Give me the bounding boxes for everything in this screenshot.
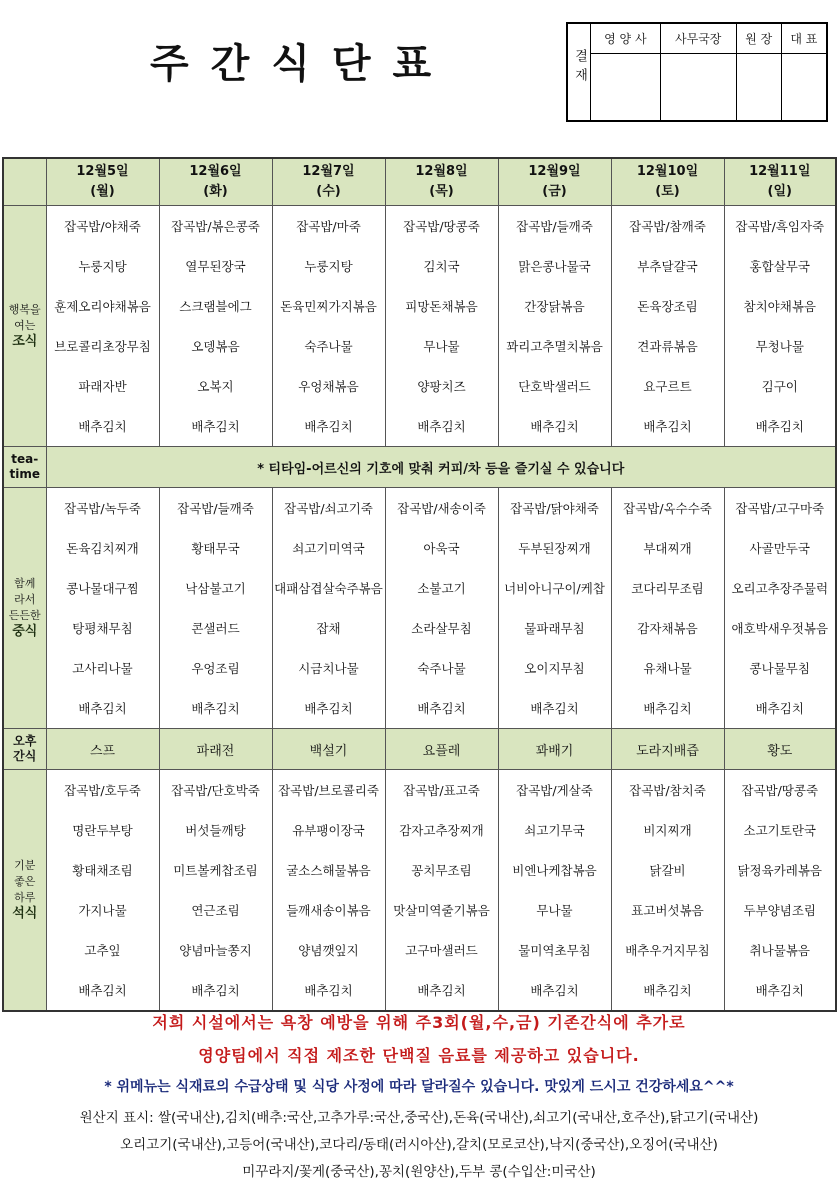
approval-label: 결재 [567,23,591,121]
menu-item: 표고버섯볶음 [611,890,724,930]
weekday-label: (금) [542,184,567,199]
menu-item: 열무된장국 [159,246,272,286]
menu-item: 잡곡밥/닭야채죽 [498,488,611,529]
date-label: 12월8일 [415,164,468,179]
menu-item: 오이지무침 [498,648,611,688]
menu-item: 물미역초무침 [498,930,611,970]
menu-item: 닭정육카레볶음 [724,850,836,890]
menu-item: 김구이 [724,366,836,406]
menu-item: 배추김치 [724,406,836,447]
teatime-label-line: tea- [11,452,39,466]
teatime-label-line: time [9,467,40,481]
approval-box [566,22,828,122]
menu-item: 우엉채볶음 [272,366,385,406]
menu-item: 미트볼케찹조림 [159,850,272,890]
menu-item: 양념마늘쫑지 [159,930,272,970]
menu-item: 물파래무침 [498,608,611,648]
menu-item: 배추김치 [611,970,724,1011]
notice-protein-drink-1: 저희 시설에서는 욕창 예방을 위해 주3회(월,수,금) 기존간식에 추가로 [152,1013,686,1032]
menu-item: 잡곡밥/참깨죽 [611,206,724,247]
dinner-label [3,770,46,1012]
date-header-row [3,158,836,206]
menu-item: 숙주나물 [272,326,385,366]
menu-item: 비지찌개 [611,810,724,850]
menu-item: 홍합살무국 [724,246,836,286]
menu-item: 잡곡밥/야채죽 [46,206,159,247]
menu-item: 탕평채무침 [46,608,159,648]
date-label: 12월11일 [749,164,811,179]
menu-item: 배추김치 [385,688,498,729]
snack-row [3,729,836,770]
notice-protein-drink-2: 영양팀에서 직접 제조한 단백질 음료를 제공하고 있습니다. [198,1046,640,1065]
menu-item: 배추김치 [272,406,385,447]
menu-item: 잡곡밥/옥수수죽 [611,488,724,529]
menu-item: 양팡치즈 [385,366,498,406]
menu-item: 배추김치 [272,970,385,1011]
menu-item: 유부팽이장국 [272,810,385,850]
menu-item: 배추김치 [272,688,385,729]
weekday-label: (화) [203,184,228,199]
menu-item: 오뎅볶음 [159,326,272,366]
menu-item: 비엔나케찹볶음 [498,850,611,890]
menu-item: 들깨새송이볶음 [272,890,385,930]
menu-item: 잡곡밥/새송이죽 [385,488,498,529]
teatime-row [3,447,836,488]
lunch-label [3,488,46,729]
menu-item: 아욱국 [385,528,498,568]
teatime-text: * 티타임-어르신의 기호에 맞춰 커피/차 등을 즐기실 수 있습니다 [46,447,836,488]
menu-item: 감자채볶음 [611,608,724,648]
menu-item: 너비아니구이/케찹 [498,568,611,608]
dinner-row [3,770,836,811]
menu-item: 브로콜리초장무침 [46,326,159,366]
date-label: 12월7일 [302,164,355,179]
menu-item: 무청나물 [724,326,836,366]
menu-item: 참치야채볶음 [724,286,836,326]
menu-item: 부대찌개 [611,528,724,568]
menu-item: 배추김치 [498,970,611,1011]
menu-item: 사골만두국 [724,528,836,568]
meal-label-bold: 조식 [12,334,38,349]
notice-menu-change: * 위메뉴는 식재료의 수급상태 및 식당 사정에 따라 달라질수 있습니다. 맛있게 드시고 건강하세요^^* [104,1079,734,1095]
menu-item: 연근조림 [159,890,272,930]
snack-item: 요플레 [385,729,498,770]
breakfast-row [3,286,836,326]
menu-item: 고추잎 [46,930,159,970]
weekday-label: (토) [655,184,680,199]
dinner-row [3,930,836,970]
origin-label-2: 오리고기(국내산),고등어(국내산),코다리/동태(러시아산),갈치(모로코산),낙지(중국산),오징어(국내산) [120,1137,718,1153]
snack-item: 도라지배즙 [611,729,724,770]
approval-sign-box [781,54,827,121]
menu-item: 낙삼불고기 [159,568,272,608]
menu-item: 누룽지탕 [46,246,159,286]
date-header [498,158,611,206]
menu-item: 버섯들깨탕 [159,810,272,850]
menu-item: 콩나물대구찜 [46,568,159,608]
menu-item: 단호박샐러드 [498,366,611,406]
menu-item: 꽁치무조림 [385,850,498,890]
date-header [46,158,159,206]
lunch-row [3,568,836,608]
menu-item: 소라살무침 [385,608,498,648]
lunch-row [3,608,836,648]
menu-item: 무나물 [385,326,498,366]
teatime-label [3,447,46,488]
menu-item: 누룽지탕 [272,246,385,286]
menu-item: 대패삼겹살숙주볶음 [272,568,385,608]
menu-item: 잡곡밥/녹두죽 [46,488,159,529]
dinner-row [3,810,836,850]
menu-item: 배추김치 [385,406,498,447]
menu-item: 소불고기 [385,568,498,608]
menu-item: 배추김치 [159,406,272,447]
menu-item: 애호박새우젓볶음 [724,608,836,648]
weekday-label: (수) [316,184,341,199]
date-header [159,158,272,206]
date-label: 12월10일 [636,164,699,179]
snack-item: 파래전 [159,729,272,770]
menu-item: 콘샐러드 [159,608,272,648]
menu-item: 쇠고기무국 [498,810,611,850]
snack-label [3,729,46,770]
menu-item: 배추김치 [724,688,836,729]
menu-item: 무나물 [498,890,611,930]
menu-item: 고사리나물 [46,648,159,688]
menu-item: 소고기토란국 [724,810,836,850]
weekly-menu-table [2,157,837,1012]
menu-item: 고구마샐러드 [385,930,498,970]
menu-item: 잡곡밥/들깨죽 [498,206,611,247]
breakfast-row [3,366,836,406]
menu-item: 파래자반 [46,366,159,406]
menu-item: 잡곡밥/고구마죽 [724,488,836,529]
menu-item: 양념깻잎지 [272,930,385,970]
menu-item: 배추김치 [498,406,611,447]
meal-label-bold: 중식 [12,624,38,639]
breakfast-label [3,206,46,447]
lunch-row [3,488,836,529]
menu-item: 배추우거지무침 [611,930,724,970]
breakfast-row [3,206,836,247]
menu-item: 맛살미역줄기볶음 [385,890,498,930]
origin-label-1: 원산지 표시: 쌀(국내산),김치(배추:국산,고추가루:국산,중국산),돈육(국내산),쇠고기(국내산,호주산),닭고기(국내산) [79,1110,759,1126]
meal-label-line: 기분 [14,859,36,872]
menu-item: 잡채 [272,608,385,648]
approval-sign-box [736,54,781,121]
menu-item: 스크램블에그 [159,286,272,326]
menu-item: 잡곡밥/호두죽 [46,770,159,811]
menu-item: 닭갈비 [611,850,724,890]
menu-item: 두부양념조림 [724,890,836,930]
menu-item: 시금치나물 [272,648,385,688]
date-header [272,158,385,206]
menu-item: 유채나물 [611,648,724,688]
menu-item: 김치국 [385,246,498,286]
menu-item: 훈제오리야채볶음 [46,286,159,326]
approval-header-nutritionist: 영 양 사 [591,23,661,54]
menu-item: 잡곡밥/표고죽 [385,770,498,811]
meal-label-line: 여는 [14,319,36,332]
date-header [724,158,836,206]
menu-item: 잡곡밥/단호박죽 [159,770,272,811]
weekday-label: (목) [429,184,454,199]
origin-label-3: 미꾸라지/꽃게(중국산),꽁치(원양산),두부 콩(수입산:미국산) [242,1164,596,1180]
menu-item: 취나물볶음 [724,930,836,970]
snack-label-line: 오후 [13,734,37,748]
menu-item: 숙주나물 [385,648,498,688]
approval-sign-box [591,54,661,121]
menu-item: 배추김치 [498,688,611,729]
dinner-row [3,850,836,890]
lunch-row [3,528,836,568]
menu-item: 배추김치 [159,688,272,729]
page-title: 주간식단표 [150,41,454,87]
meal-label-line: 라서 [14,593,36,606]
meal-label-bold: 석식 [12,906,38,921]
menu-item: 부추달걀국 [611,246,724,286]
menu-item: 우엉조림 [159,648,272,688]
approval-header-office-manager: 사무국장 [660,23,736,54]
lunch-row [3,688,836,729]
meal-label-line: 하루 [14,891,36,904]
date-label: 12월6일 [189,164,242,179]
breakfast-row [3,406,836,447]
menu-item: 돈육김치찌개 [46,528,159,568]
menu-item: 오복지 [159,366,272,406]
menu-item: 배추김치 [385,970,498,1011]
date-header [385,158,498,206]
date-label: 12월9일 [528,164,581,179]
dinner-row [3,890,836,930]
menu-item: 코다리무조림 [611,568,724,608]
menu-item: 명란두부탕 [46,810,159,850]
menu-item: 피망돈채볶음 [385,286,498,326]
snack-label-line: 간식 [13,749,37,763]
meal-label-line: 함께 [14,577,36,590]
meal-label-line: 든든한 [8,609,41,622]
date-label: 12월5일 [76,164,129,179]
meal-label-line: 행복을 [8,303,41,316]
menu-item: 굴소스해물볶음 [272,850,385,890]
menu-item: 배추김치 [611,688,724,729]
breakfast-row [3,246,836,286]
menu-item: 잡곡밥/마죽 [272,206,385,247]
menu-item: 잡곡밥/브로콜리죽 [272,770,385,811]
menu-item: 잡곡밥/땅콩죽 [385,206,498,247]
menu-item: 돈육민찌가지볶음 [272,286,385,326]
menu-item: 황태채조림 [46,850,159,890]
menu-item: 배추김치 [724,970,836,1011]
approval-sign-box [660,54,736,121]
menu-item: 잡곡밥/게살죽 [498,770,611,811]
date-header [611,158,724,206]
dinner-row [3,970,836,1011]
menu-item: 배추김치 [46,970,159,1011]
menu-item: 간장닭볶음 [498,286,611,326]
menu-item: 배추김치 [46,406,159,447]
menu-item: 잡곡밥/들깨죽 [159,488,272,529]
breakfast-row [3,326,836,366]
snack-item: 스프 [46,729,159,770]
menu-item: 돈육장조림 [611,286,724,326]
menu-item: 감자고추장찌개 [385,810,498,850]
menu-item: 잡곡밥/흑임자죽 [724,206,836,247]
menu-item: 맑은콩나물국 [498,246,611,286]
menu-item: 쇠고기미역국 [272,528,385,568]
meal-label-line: 좋은 [14,875,36,888]
menu-item: 잡곡밥/볶은콩죽 [159,206,272,247]
lunch-row [3,648,836,688]
menu-item: 오리고추장주물럭 [724,568,836,608]
snack-item: 꽈배기 [498,729,611,770]
menu-item: 배추김치 [159,970,272,1011]
snack-item: 백설기 [272,729,385,770]
menu-item: 두부된장찌개 [498,528,611,568]
menu-item: 요구르트 [611,366,724,406]
menu-item: 견과류볶음 [611,326,724,366]
snack-item: 황도 [724,729,836,770]
weekday-label: (월) [90,184,115,199]
menu-item: 가지나물 [46,890,159,930]
approval-header-director: 원 장 [736,23,781,54]
corner-cell [3,158,46,206]
approval-header-ceo: 대 표 [781,23,827,54]
menu-item: 황태무국 [159,528,272,568]
menu-item: 잡곡밥/참치죽 [611,770,724,811]
menu-item: 꽈리고추멸치볶음 [498,326,611,366]
weekday-label: (일) [767,184,792,199]
menu-item: 잡곡밥/땅콩죽 [724,770,836,811]
menu-item: 잡곡밥/쇠고기죽 [272,488,385,529]
menu-item: 콩나물무침 [724,648,836,688]
menu-item: 배추김치 [46,688,159,729]
menu-item: 배추김치 [611,406,724,447]
